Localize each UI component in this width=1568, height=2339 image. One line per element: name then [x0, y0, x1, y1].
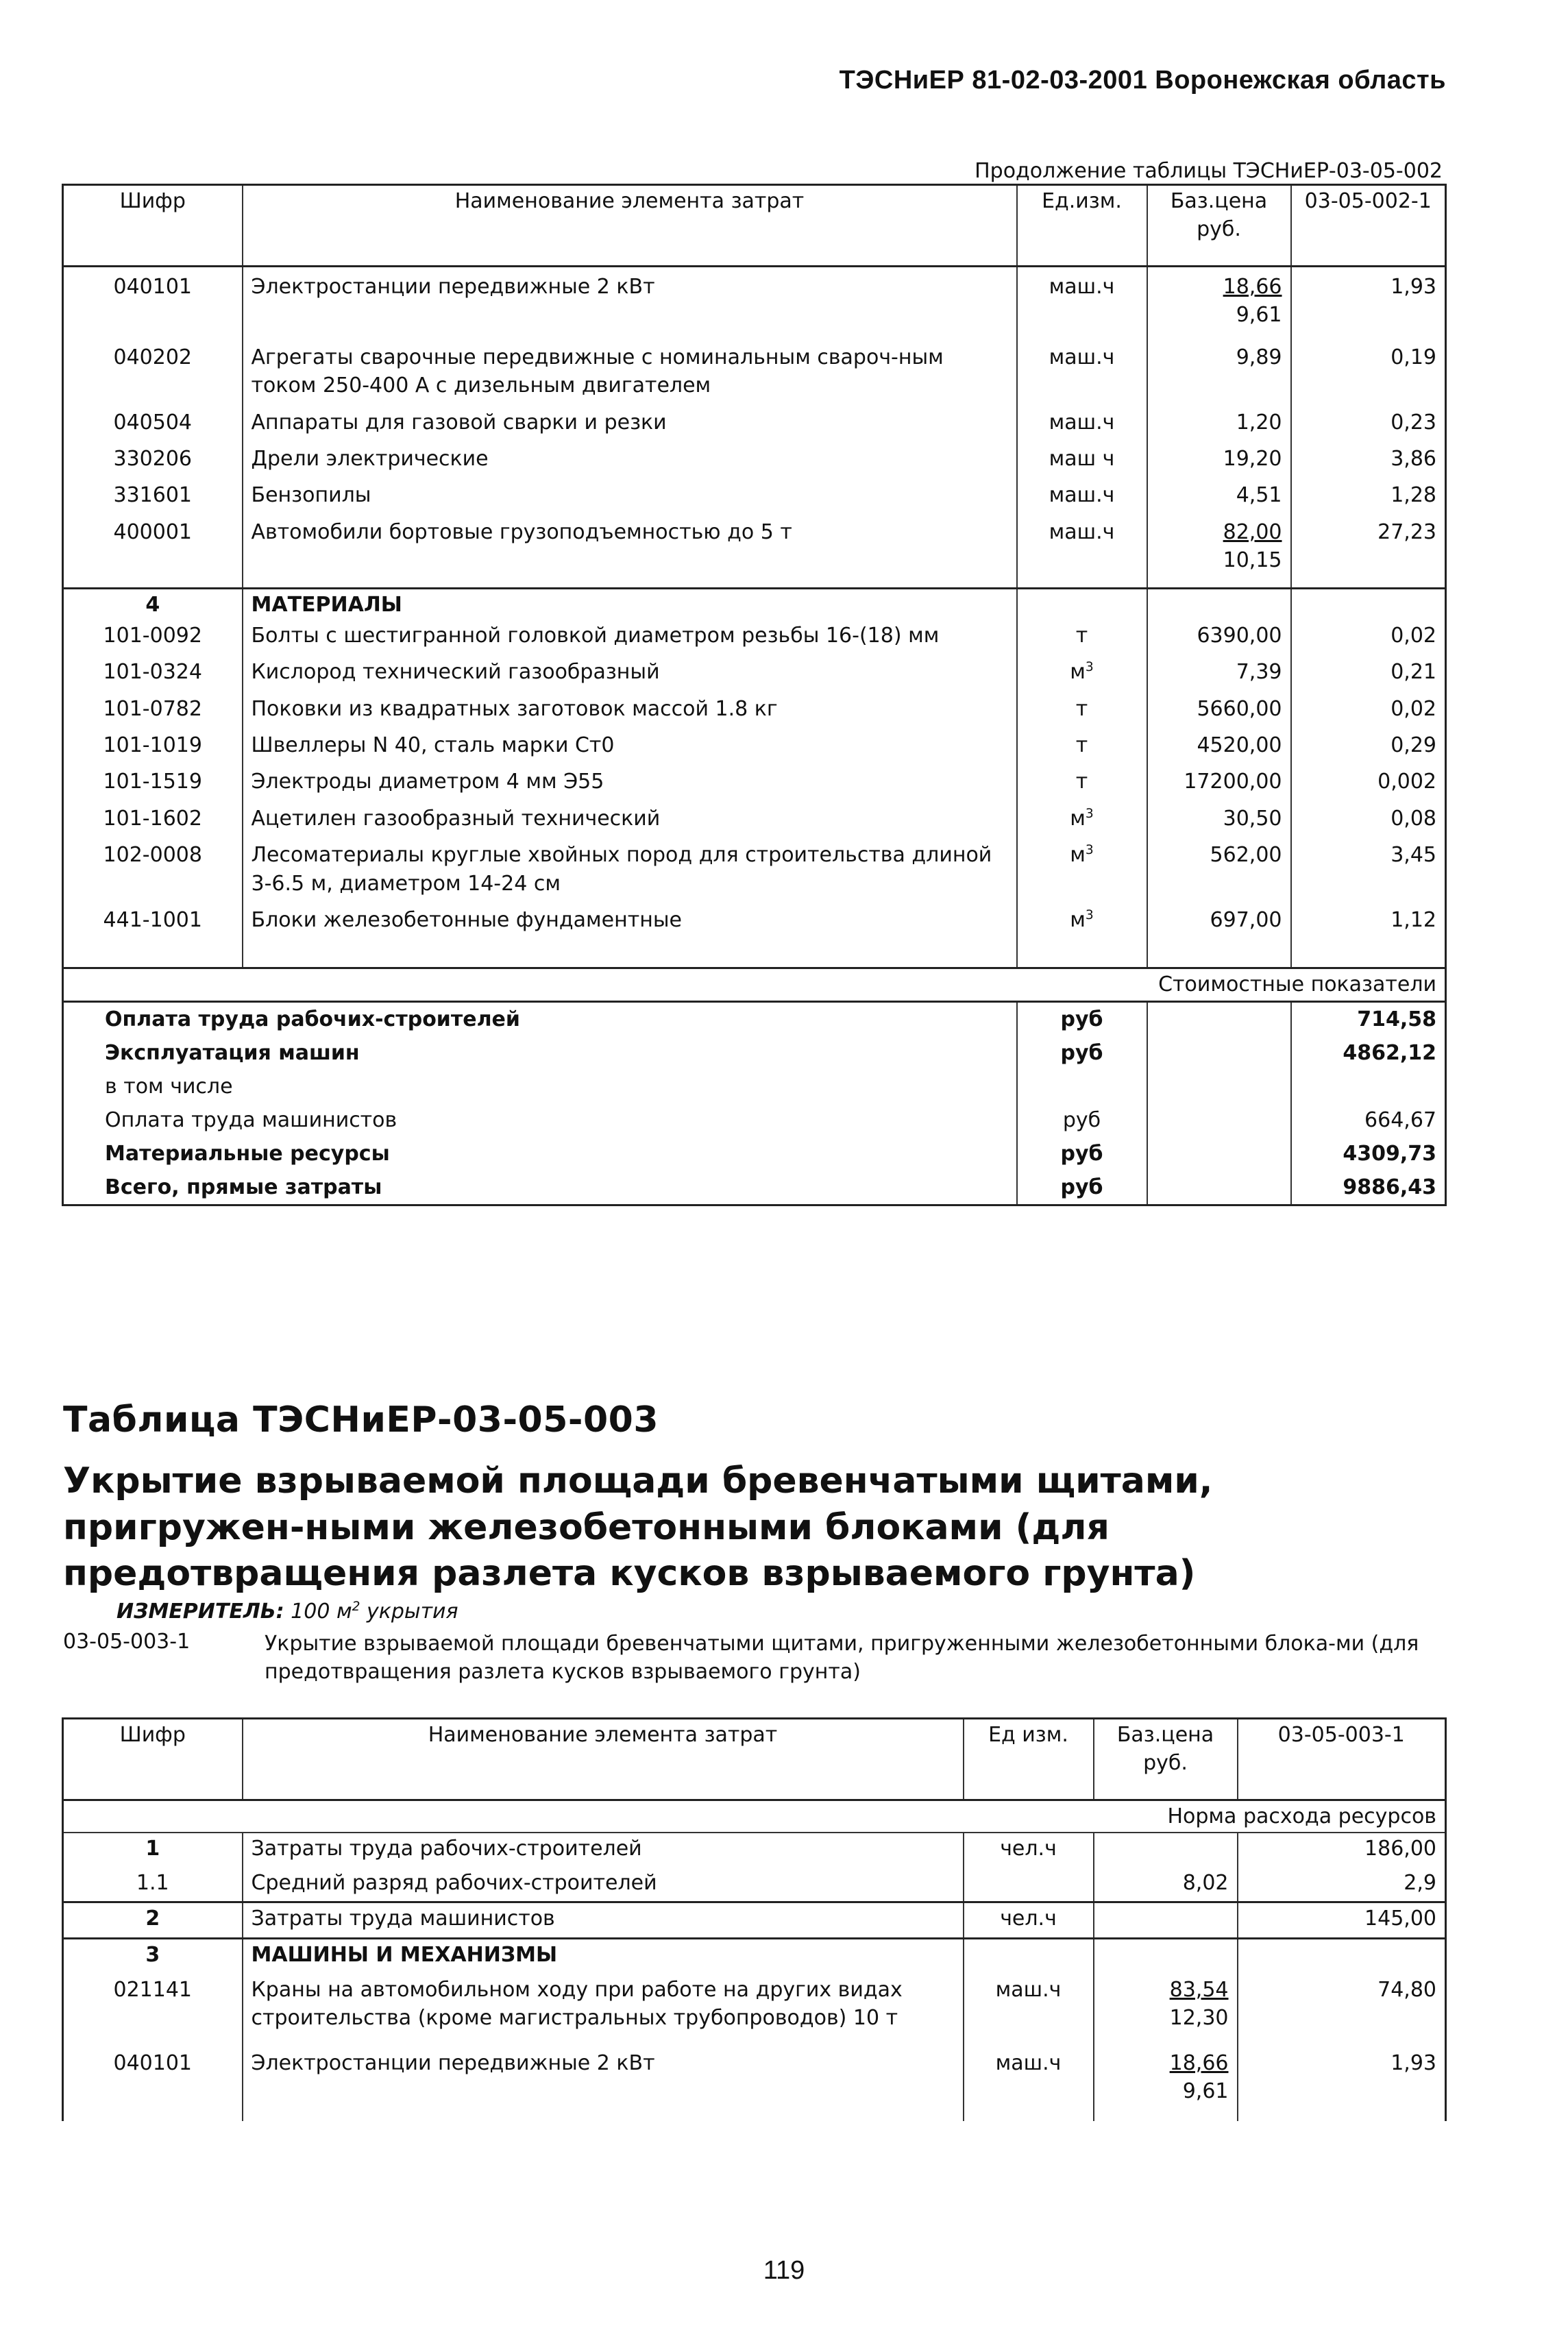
cell-value: 27,23 — [1291, 517, 1446, 588]
summary-label: Всего, прямые затраты — [105, 1175, 382, 1199]
header-name: Наименование элемента затрат — [243, 1719, 964, 1800]
cell-price: 17200,00 — [1147, 766, 1291, 803]
cell-value: 1,28 — [1291, 480, 1446, 516]
summary-row — [63, 1171, 1446, 1205]
cell-price: 697,00 — [1147, 905, 1291, 941]
measure-value: 100 м — [291, 1600, 352, 1624]
cell-code: 101-1019 — [103, 733, 202, 758]
unit-exponent: 3 — [1085, 660, 1094, 675]
measure-label: ИЗМЕРИТЕЛЬ: — [117, 1600, 284, 1624]
cell-name: Кислород технический газообразный — [243, 657, 1017, 693]
price-secondary: 10,15 — [1223, 548, 1282, 573]
cell-code: 040101 — [113, 275, 193, 299]
table-subtitle: Укрытие взрываемой площади бревенчатыми щитами, пригружен-ными железобетонными блоками (для предотвращения разлета кусков взрываемого грунта) — [63, 1460, 1213, 1595]
summary-label: Эксплуатация машин — [105, 1040, 360, 1065]
cell-name: Электростанции передвижные 2 кВт — [243, 2048, 964, 2121]
unit-base: м — [1070, 806, 1086, 831]
price-primary: 18,66 — [1169, 2050, 1229, 2075]
price-primary: 83,54 — [1169, 1977, 1229, 2002]
summary-value: 714,58 — [1291, 1001, 1446, 1036]
summary-price — [1147, 1036, 1291, 1070]
cell-value: 3,45 — [1291, 840, 1446, 905]
cell-unit: маш.ч — [964, 2048, 1094, 2121]
cell-code: 101-0324 — [103, 660, 202, 685]
resource-rows — [63, 1833, 1446, 1938]
table-03-05-003 — [62, 1717, 1447, 2121]
cell-name: Бензопилы — [243, 480, 1017, 516]
cell-name: Затраты труда машинистов — [243, 1902, 964, 1938]
summary-value: 9886,43 — [1291, 1171, 1446, 1205]
running-header: ТЭСНиЕР 81-02-03-2001 Воронежская область — [839, 66, 1446, 95]
price-primary: 1,20 — [1236, 410, 1282, 434]
cell-code: 441-1001 — [103, 908, 202, 933]
cell-unit — [1017, 766, 1147, 803]
cell-unit: маш.ч — [1017, 480, 1147, 516]
materials-rows — [63, 620, 1446, 942]
cost-header-row — [63, 968, 1446, 1001]
materials-section — [63, 588, 1446, 620]
cell-price — [1147, 267, 1291, 342]
summary-value: 664,67 — [1291, 1103, 1446, 1137]
norma-header-row — [63, 1800, 1446, 1833]
work-code: 03-05-003-1 — [63, 1630, 191, 1654]
unit-base: т — [1075, 623, 1088, 648]
table-row — [63, 480, 1446, 516]
section-row — [63, 588, 1446, 620]
table-row — [63, 267, 1446, 342]
summary-price — [1147, 1070, 1291, 1103]
summary-rows — [63, 1001, 1446, 1205]
price-secondary: 9,61 — [1236, 303, 1282, 328]
table-row — [63, 730, 1446, 766]
summary-price — [1147, 1001, 1291, 1036]
machines-section — [63, 1938, 1446, 1970]
cell-name: Электростанции передвижные 2 кВт — [243, 267, 1017, 342]
cell-name: Автомобили бортовые грузоподъемностью до 5 т — [243, 517, 1017, 588]
cell-name: Затраты труда рабочих-строителей — [243, 1833, 964, 1867]
table-row — [63, 2048, 1446, 2121]
cell-unit — [1017, 840, 1147, 905]
table-row — [63, 840, 1446, 905]
cell-price — [1147, 443, 1291, 480]
unit-base: т — [1075, 696, 1088, 721]
section-number: 3 — [63, 1938, 243, 1970]
cell-value: 145,00 — [1238, 1902, 1446, 1938]
cell-price: 562,00 — [1147, 840, 1291, 905]
section-row — [63, 1938, 1446, 1970]
cell-unit — [1017, 730, 1147, 766]
header-code: Шифр — [63, 1719, 243, 1800]
cell-price: 4520,00 — [1147, 730, 1291, 766]
measure-sup: 2 — [352, 1600, 360, 1614]
cell-unit: маш.ч — [1017, 407, 1147, 443]
price-primary: 18,66 — [1223, 275, 1282, 299]
cell-code: 021141 — [113, 1977, 193, 2002]
table-row — [63, 657, 1446, 693]
cell-price — [1094, 2048, 1238, 2121]
cell-unit — [1017, 803, 1147, 840]
summary-unit: руб — [1017, 1137, 1147, 1171]
table-row — [63, 1902, 1446, 1938]
unit-exponent: 3 — [1085, 806, 1094, 821]
header-value: 03-05-002-1 — [1291, 185, 1446, 267]
table-row — [63, 1970, 1446, 2048]
table-row — [63, 517, 1446, 588]
work-description: Укрытие взрываемой площади бревенчатыми щитами, пригруженными железобетонными блока-ми (для предотвращения разлета кусков взрываемого грунта) — [265, 1632, 1419, 1685]
cell-name: Болты с шестигранной головкой диаметром резьбы 16-(18) мм — [243, 620, 1017, 657]
cell-unit: чел.ч — [964, 1902, 1094, 1938]
table-row — [63, 443, 1446, 480]
summary-row — [63, 1036, 1446, 1070]
unit-base: т — [1075, 733, 1088, 758]
section-title: МАШИНЫ И МЕХАНИЗМЫ — [243, 1938, 964, 1970]
cost-header: Стоимостные показатели — [63, 968, 1446, 1001]
summary-label: в том числе — [105, 1074, 233, 1099]
cell-name: Лесоматериалы круглые хвойных пород для строительства длиной 3-6.5 м, диаметром 14-24 см — [243, 840, 1017, 905]
cell-code: 102-0008 — [103, 843, 202, 868]
cell-code: 101-1519 — [103, 770, 202, 794]
summary-label: Материальные ресурсы — [105, 1141, 390, 1166]
table-row — [63, 905, 1446, 941]
cell-unit: маш ч — [1017, 443, 1147, 480]
cell-value: 0,21 — [1291, 657, 1446, 693]
cell-name: Агрегаты сварочные передвижные с номинальным свароч-ным током 250-400 А с дизельным двигателем — [243, 342, 1017, 407]
cell-value: 0,29 — [1291, 730, 1446, 766]
cell-value: 1,93 — [1238, 2048, 1446, 2121]
cell-value: 3,86 — [1291, 443, 1446, 480]
cell-code: 101-1602 — [103, 806, 202, 831]
price-primary: 19,20 — [1223, 446, 1282, 471]
cell-price — [1147, 342, 1291, 407]
cell-price: 8,02 — [1094, 1867, 1238, 1902]
cell-price — [1094, 1902, 1238, 1938]
summary-price — [1147, 1171, 1291, 1205]
cell-unit: маш.ч — [1017, 517, 1147, 588]
table-header-row — [63, 185, 1446, 267]
cell-unit — [964, 1867, 1094, 1902]
machines-rows — [63, 1970, 1446, 2121]
price-secondary: 12,30 — [1169, 2006, 1229, 2031]
cell-name: Средний разряд рабочих-строителей — [243, 1867, 964, 1902]
summary-unit: руб — [1017, 1036, 1147, 1070]
summary-row — [63, 1001, 1446, 1036]
cell-code: 040101 — [113, 2050, 193, 2075]
cell-name: Ацетилен газообразный технический — [243, 803, 1017, 840]
cell-value: 74,80 — [1238, 1970, 1446, 2048]
price-primary: 9,89 — [1236, 345, 1282, 369]
cell-name: Поковки из квадратных заготовок массой 1.8 кг — [243, 694, 1017, 730]
summary-price — [1147, 1137, 1291, 1171]
table-title: Таблица ТЭСНиЕР-03-05-003 — [63, 1399, 659, 1441]
summary-price — [1147, 1103, 1291, 1137]
cell-code: 331601 — [113, 483, 193, 508]
cell-price — [1147, 480, 1291, 516]
section-title: МАТЕРИАЛЫ — [243, 588, 1017, 620]
cell-code: 040504 — [113, 410, 193, 434]
summary-value: 4309,73 — [1291, 1137, 1446, 1171]
cell-name: Аппараты для газовой сварки и резки — [243, 407, 1017, 443]
unit-base: м — [1070, 660, 1086, 685]
section-number: 4 — [63, 588, 243, 620]
header-value: 03-05-003-1 — [1238, 1719, 1446, 1800]
table-row — [63, 407, 1446, 443]
cell-name: Электроды диаметром 4 мм Э55 — [243, 766, 1017, 803]
cell-value: 0,02 — [1291, 620, 1446, 657]
summary-label: Оплата труда рабочих-строителей — [105, 1007, 520, 1031]
cell-name: Швеллеры N 40, сталь марки Ст0 — [243, 730, 1017, 766]
cell-price: 6390,00 — [1147, 620, 1291, 657]
cell-code: 101-0092 — [103, 623, 202, 648]
price-primary: 82,00 — [1223, 519, 1282, 544]
header-price: Баз.цена руб. — [1094, 1719, 1238, 1800]
cost-section — [63, 941, 1446, 1001]
header-unit: Ед.изм. — [1017, 185, 1147, 267]
measure-line — [117, 1600, 458, 1624]
machines-rows — [63, 267, 1446, 589]
summary-label: Оплата труда машинистов — [105, 1107, 397, 1132]
cell-value: 0,002 — [1291, 766, 1446, 803]
cell-code: 330206 — [113, 446, 193, 471]
cell-code: 040202 — [113, 345, 193, 369]
header-name: Наименование элемента затрат — [243, 185, 1017, 267]
measure-rest: укрытия — [360, 1600, 458, 1624]
price-secondary: 9,61 — [1182, 2079, 1229, 2104]
header-unit: Ед изм. — [964, 1719, 1094, 1800]
header-price: Баз.цена руб. — [1147, 185, 1291, 267]
unit-exponent: 3 — [1085, 843, 1094, 858]
table-header-row — [63, 1719, 1446, 1800]
table-03-05-002 — [62, 184, 1447, 1206]
cell-code: 2 — [63, 1902, 243, 1938]
cell-code: 1 — [145, 1837, 160, 1861]
unit-base: м — [1070, 843, 1086, 868]
cell-unit: маш.ч — [964, 1970, 1094, 2048]
table-row — [63, 1833, 1446, 1867]
cell-code: 1.1 — [136, 1870, 169, 1895]
cell-unit: маш.ч — [1017, 342, 1147, 407]
cell-price: 7,39 — [1147, 657, 1291, 693]
unit-exponent: 3 — [1085, 908, 1094, 923]
cell-unit: маш.ч — [1017, 267, 1147, 342]
page-number: 119 — [763, 2256, 805, 2285]
cell-price — [1094, 1970, 1238, 2048]
table-row — [63, 766, 1446, 803]
cell-unit — [1017, 694, 1147, 730]
table-row — [63, 803, 1446, 840]
cell-unit — [1017, 905, 1147, 941]
unit-base: м — [1070, 908, 1086, 933]
cell-value: 0,02 — [1291, 694, 1446, 730]
cell-name: Краны на автомобильном ходу при работе на других видах строительства (кроме магистральных трубопроводов) 10 т — [243, 1970, 964, 2048]
cell-name: Блоки железобетонные фундаментные — [243, 905, 1017, 941]
cell-value: 0,19 — [1291, 342, 1446, 407]
summary-unit: руб — [1017, 1103, 1147, 1137]
table-row — [63, 342, 1446, 407]
cell-code: 101-0782 — [103, 696, 202, 721]
summary-value: 4862,12 — [1291, 1036, 1446, 1070]
cell-value: 186,00 — [1238, 1833, 1446, 1867]
cell-price — [1094, 1833, 1238, 1867]
summary-unit — [1017, 1070, 1147, 1103]
table-row — [63, 620, 1446, 657]
unit-base: т — [1075, 770, 1088, 794]
cell-unit — [1017, 657, 1147, 693]
cell-unit — [1017, 620, 1147, 657]
cell-price — [1147, 517, 1291, 588]
cell-price: 30,50 — [1147, 803, 1291, 840]
summary-row — [63, 1070, 1446, 1103]
cell-price: 5660,00 — [1147, 694, 1291, 730]
cell-value: 0,23 — [1291, 407, 1446, 443]
summary-unit: руб — [1017, 1171, 1147, 1205]
price-primary: 4,51 — [1236, 483, 1282, 508]
summary-value — [1291, 1070, 1446, 1103]
cell-value: 1,93 — [1291, 267, 1446, 342]
cell-value: 1,12 — [1291, 905, 1446, 941]
cell-unit: чел.ч — [964, 1833, 1094, 1867]
header-code: Шифр — [63, 185, 243, 267]
cell-price — [1147, 407, 1291, 443]
continuation-caption: Продолжение таблицы ТЭСНиЕР-03-05-002 — [975, 159, 1443, 183]
summary-unit: руб — [1017, 1001, 1147, 1036]
norma-header: Норма расхода ресурсов — [63, 1800, 1446, 1833]
cell-value: 0,08 — [1291, 803, 1446, 840]
table-row — [63, 694, 1446, 730]
summary-row — [63, 1103, 1446, 1137]
table-row — [63, 1867, 1446, 1902]
summary-row — [63, 1137, 1446, 1171]
cell-value: 2,9 — [1238, 1867, 1446, 1902]
cell-name: Дрели электрические — [243, 443, 1017, 480]
cell-code: 400001 — [113, 519, 193, 544]
